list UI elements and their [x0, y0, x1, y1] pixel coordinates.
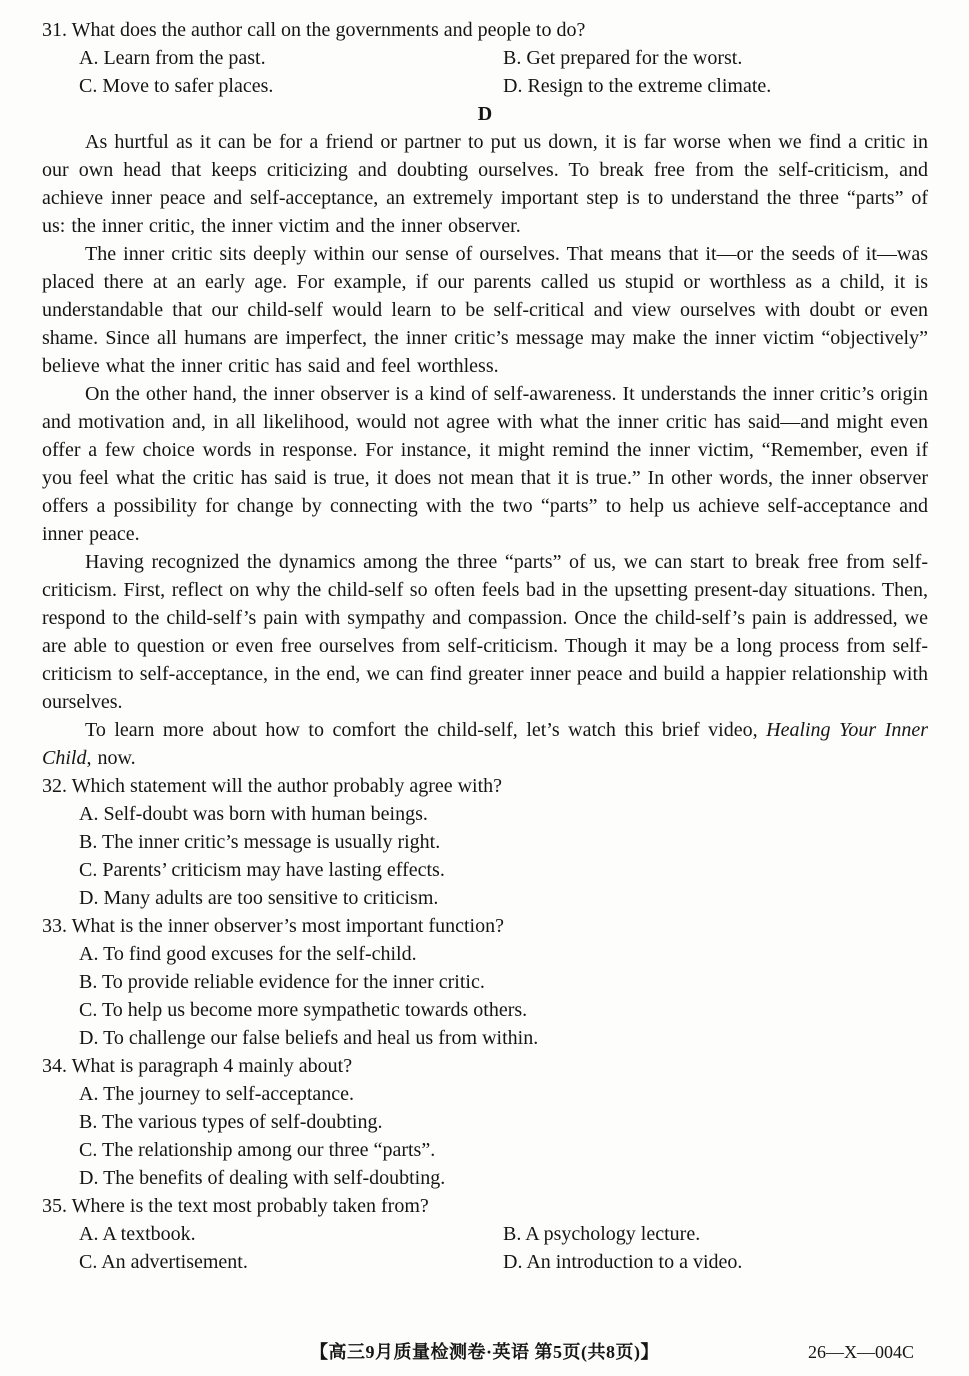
- option-34-a: A. The journey to self-acceptance.: [79, 1083, 355, 1105]
- question-31: [42, 16, 928, 100]
- option-33-a: A. To find good excuses for the self-child.: [79, 943, 417, 965]
- question-35-stem: 35. Where is the text most probably taken from?: [42, 1195, 429, 1217]
- option-31-b: B. Get prepared for the worst.: [503, 47, 743, 69]
- question-34: [42, 1052, 928, 1192]
- option-33-b: B. To provide reliable evidence for the inner critic.: [79, 971, 485, 993]
- paragraph-5-text-end: , now.: [86, 747, 136, 769]
- question-35: [42, 1192, 928, 1276]
- question-34-stem: 34. What is paragraph 4 mainly about?: [42, 1055, 353, 1077]
- paragraph-5-text: To learn more about how to comfort the child-self, let’s watch this brief video,: [85, 719, 767, 741]
- footer: [0, 1340, 969, 1364]
- option-35-d: D. An introduction to a video.: [503, 1251, 743, 1273]
- option-34-d: D. The benefits of dealing with self-doubting.: [79, 1167, 446, 1189]
- question-33-stem: 33. What is the inner observer’s most important function?: [42, 915, 504, 937]
- option-32-c: C. Parents’ criticism may have lasting effects.: [79, 859, 445, 881]
- section-heading-d: D: [477, 103, 493, 125]
- question-35-options: [79, 1220, 928, 1276]
- option-35-a: A. A textbook.: [79, 1223, 196, 1245]
- passage-paragraph-1: As hurtful as it can be for a friend or partner to put us down, it is far worse when we find a critic in our own head that keeps criticizing and doubting ourselves. To break free from the self-criticism, and achieve inner peace and self-acceptance, an extremely important step is to understand the three “parts” of us: the inner critic, the inner victim and the inner observer.: [42, 131, 928, 237]
- option-32-d: D. Many adults are too sensitive to criticism.: [79, 887, 439, 909]
- question-32: [42, 772, 928, 912]
- passage-paragraph-4: Having recognized the dynamics among the three “parts” of us, we can start to break free from self-criticism. First, reflect on why the child-self so often feels bad in the upsetting present-day situations. Then, respond to the child-self’s pain with sympathy and compassion. Once the child-self’s pain is addressed, we are able to question or even free ourselves from self-criticism. Though it may be a long process from self-criticism to self-acceptance, in the end, we can find greater inner peace and build a happier relationship with ourselves.: [42, 551, 928, 713]
- option-35-c: C. An advertisement.: [79, 1251, 248, 1273]
- option-31-c: C. Move to safer places.: [79, 75, 274, 97]
- footer-paper-code: 26—X—004C: [807, 1342, 914, 1362]
- video-title: Healing Your Inner Child: [42, 719, 928, 769]
- option-32-b: B. The inner critic’s message is usually right.: [79, 831, 441, 853]
- option-31-d: D. Resign to the extreme climate.: [503, 75, 772, 97]
- question-31-stem: 31. What does the author call on the governments and people to do?: [42, 19, 586, 41]
- option-35-b: B. A psychology lecture.: [503, 1223, 701, 1245]
- option-34-b: B. The various types of self-doubting.: [79, 1111, 383, 1133]
- question-32-stem: 32. Which statement will the author probably agree with?: [42, 775, 503, 797]
- option-32-a: A. Self-doubt was born with human beings.: [79, 803, 428, 825]
- option-34-c: C. The relationship among our three “parts”.: [79, 1139, 436, 1161]
- passage-paragraph-2: The inner critic sits deeply within our sense of ourselves. That means that it—or the seeds of it—was placed there at an early age. For example, if our parents called us stupid or worthless as a child, it is understandable that our child-self would learn to be self-critical and view ourselves with doubt or even shame. Since all humans are imperfect, the inner critic’s message may make the inner victim “objectively” believe what the inner critic has said and feel worthless.: [42, 243, 928, 377]
- footer-page-info: 【高三9月质量检测卷·英语 第5页(共8页)】: [310, 1342, 659, 1362]
- option-31-a: A. Learn from the past.: [79, 47, 266, 69]
- option-33-d: D. To challenge our false beliefs and heal us from within.: [79, 1027, 539, 1049]
- question-33: [42, 912, 928, 1052]
- passage-paragraph-5: [42, 716, 928, 772]
- passage-paragraph-3: On the other hand, the inner observer is a kind of self-awareness. It understands the inner critic’s origin and motivation and, in all likelihood, would not agree with what the inner critic has said—and might even offer a few choice words in response. For instance, it might remind the inner victim, “Remember, even if you feel what the critic has said is true, it does not mean that it is true.” In other words, the inner observer offers a possibility for change by connecting with the two “parts” to help us achieve self-acceptance and inner peace.: [42, 383, 928, 545]
- question-31-options: [79, 44, 928, 100]
- option-33-c: C. To help us become more sympathetic towards others.: [79, 999, 528, 1021]
